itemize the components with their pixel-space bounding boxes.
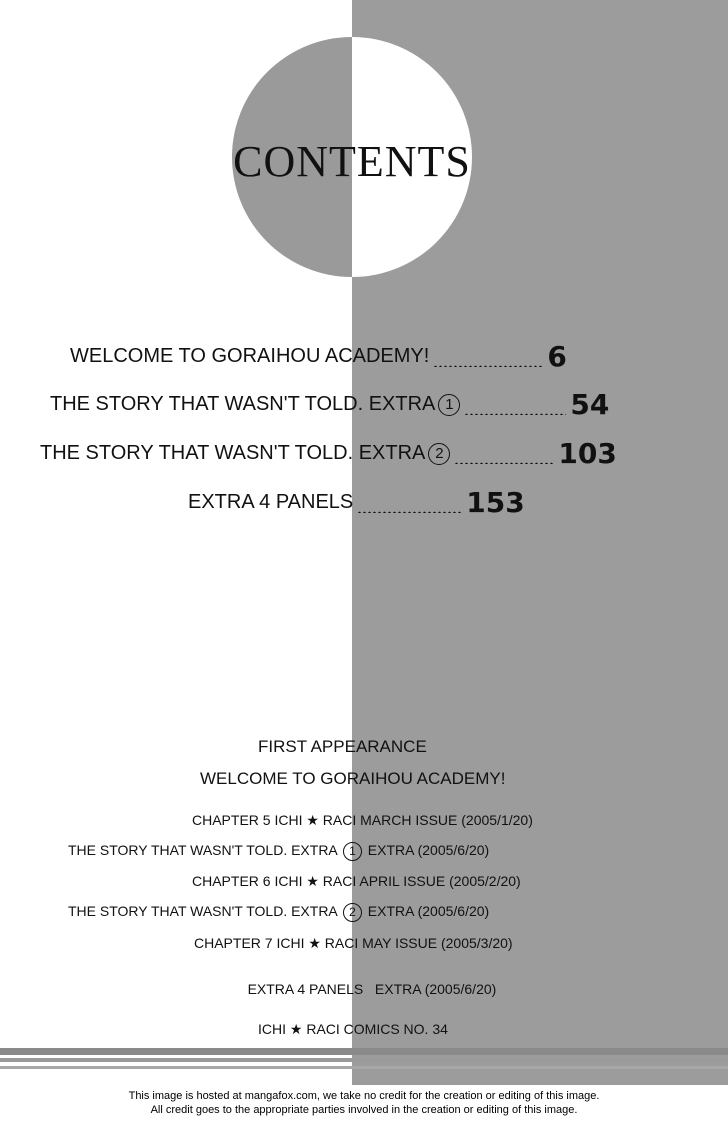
line-text: THE STORY THAT WASN'T TOLD. EXTRA bbox=[68, 842, 338, 858]
first-appearance-line bbox=[192, 873, 521, 890]
leader-dots bbox=[464, 395, 566, 415]
toc-page-number: 153 bbox=[466, 486, 525, 519]
first-appearance-line bbox=[194, 935, 513, 952]
first-appearance-line bbox=[232, 965, 496, 1013]
toc-entry-3 bbox=[40, 437, 617, 470]
line-text: CHAPTER 5 ICHI ★ RACI MARCH ISSUE (2005/1/20) bbox=[192, 812, 533, 828]
line-text: EXTRA 4 PANELS EXTRA (2005/6/20) bbox=[247, 981, 497, 997]
line-text: THE STORY THAT WASN'T TOLD. EXTRA bbox=[68, 903, 338, 919]
toc-page-number: 54 bbox=[570, 388, 610, 421]
extra-number-circle: 1 bbox=[438, 394, 460, 416]
toc-entry-2 bbox=[50, 388, 609, 421]
toc-title: THE STORY THAT WASN'T TOLD. EXTRA bbox=[40, 442, 426, 464]
first-appearance-subheading: WELCOME TO GORAIHOU ACADEMY! bbox=[200, 769, 506, 788]
contents-title: CONTENTS bbox=[233, 137, 471, 186]
line-text: CHAPTER 6 ICHI ★ RACI APRIL ISSUE (2005/2/20) bbox=[192, 873, 521, 889]
decorative-stripe bbox=[0, 1058, 728, 1062]
toc-page-number: 103 bbox=[558, 437, 617, 470]
toc-entry-4 bbox=[188, 486, 525, 519]
comics-number-line: ICHI ★ RACI COMICS NO. 34 bbox=[258, 1021, 448, 1037]
decorative-stripe bbox=[0, 1066, 728, 1069]
line-text: EXTRA (2005/6/20) bbox=[367, 903, 490, 919]
toc-title: THE STORY THAT WASN'T TOLD. EXTRA bbox=[50, 393, 436, 415]
toc-entry-1 bbox=[70, 340, 567, 373]
footer-line-2: All credit goes to the appropriate parties involved in the creation or editing of this image. bbox=[150, 1104, 578, 1116]
leader-dots bbox=[454, 444, 554, 464]
footer-line-1: This image is hosted at mangafox.com, we take no credit for the creation or editing of this image. bbox=[128, 1090, 600, 1102]
line-text: CHAPTER 7 ICHI ★ RACI MAY ISSUE (2005/3/20) bbox=[194, 935, 513, 951]
first-appearance-line bbox=[68, 903, 489, 922]
hosting-credit-footer bbox=[0, 1089, 728, 1117]
extra-number-circle: 2 bbox=[343, 903, 362, 922]
first-appearance-line bbox=[192, 812, 533, 829]
extra-number-circle: 2 bbox=[428, 443, 450, 465]
toc-title: EXTRA 4 PANELS bbox=[188, 491, 354, 513]
first-appearance-line bbox=[68, 842, 489, 861]
first-appearance-heading: FIRST APPEARANCE bbox=[258, 737, 427, 756]
toc-title: WELCOME TO GORAIHOU ACADEMY! bbox=[70, 345, 430, 367]
extra-number-circle: 1 bbox=[343, 842, 362, 861]
decorative-stripe bbox=[0, 1048, 728, 1055]
leader-dots bbox=[357, 493, 462, 513]
toc-page-number: 6 bbox=[547, 340, 567, 373]
line-text: EXTRA (2005/6/20) bbox=[367, 842, 490, 858]
leader-dots bbox=[433, 347, 543, 367]
